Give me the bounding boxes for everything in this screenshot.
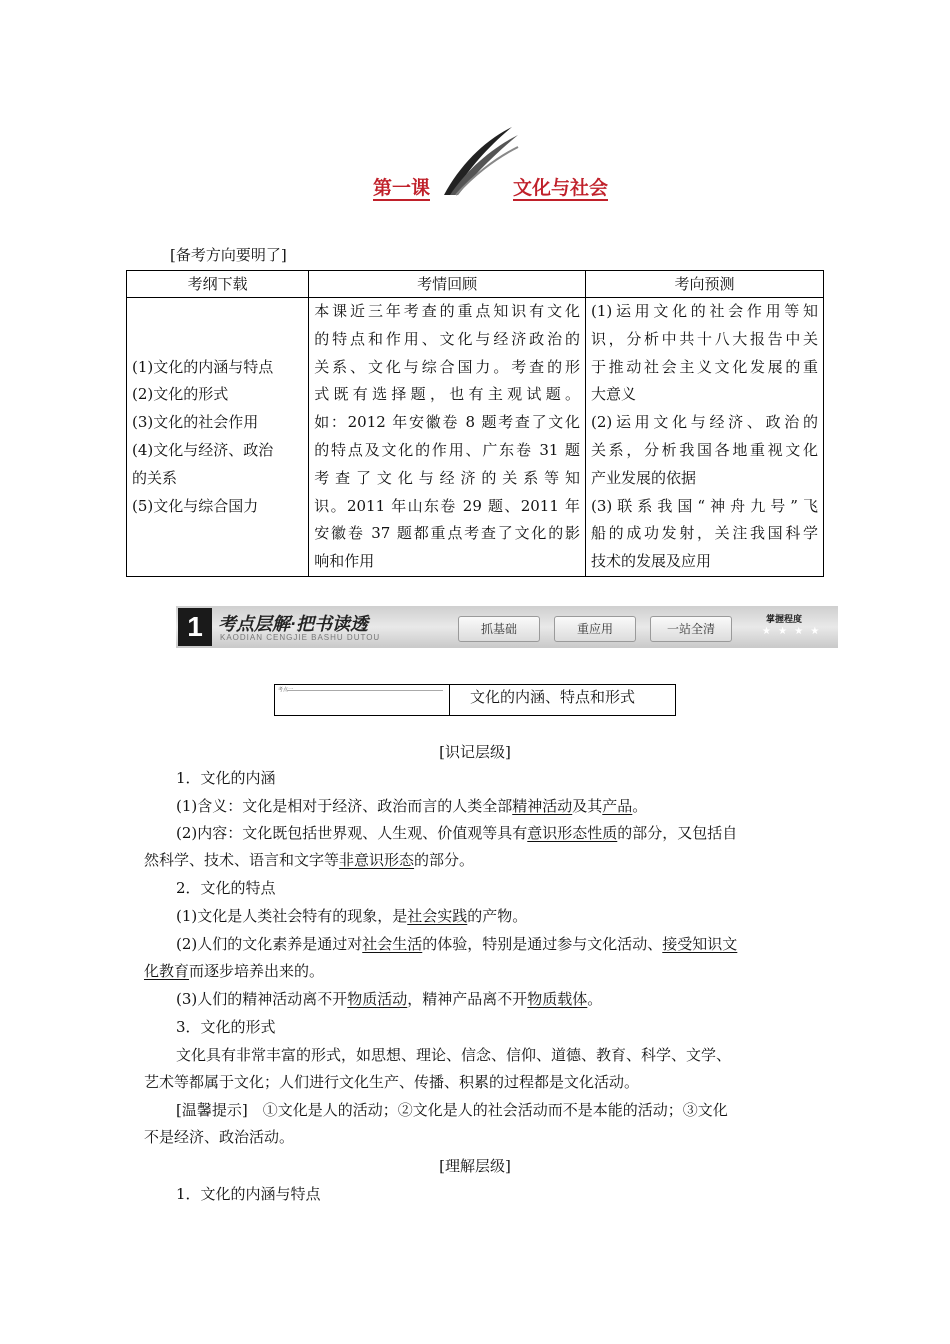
review-line: 式既有选择题，也有主观试题。 [314,385,580,404]
paragraph: (1)含义：文化是相对于经济、政治而言的人类全部精神活动及其产品。 [176,797,648,815]
keypoint-tag: 考点一 [278,687,294,693]
forecast-line: (1)运用文化的社会作用等知 [591,302,818,320]
syllabus-cell [127,298,309,577]
forecast-cell [586,298,824,577]
paragraph: (1)文化是人类社会特有的现象，是社会实践的产物。 [176,907,528,925]
mastery-stars-icon: ★ ★ ★ ★ [762,626,822,637]
application-button[interactable]: 重应用 [554,616,636,642]
forecast-line: 于推动社会主义文化发展的重 [591,357,818,376]
review-line: 的特点及文化的作用、广东卷 31 题 [314,440,580,459]
table-header: 考向预测 [586,271,824,298]
review-line: 如：2012 年安徽卷 8 题考查了文化 [314,413,580,432]
forecast-line: 船的成功发射，关注我国科学 [591,524,818,543]
heading: 2．文化的特点 [176,879,276,897]
forecast-line: 关系，分析我国各地重视文化 [591,440,818,459]
basics-button[interactable]: 抓基础 [458,616,540,642]
review-line: 安徽卷 37 题都重点考查了文化的影 [314,524,580,543]
paragraph: 然科学、技术、语言和文字等非意识形态的部分。 [144,851,475,869]
review-line: 本课近三年考查的重点知识有文化 [314,302,580,320]
section-label: [备考方向要明了] [170,246,287,264]
syllabus-item: (3)文化的社会作用 [132,413,259,432]
keypoint-tag-area [275,685,450,715]
divider [287,690,443,691]
level-heading: [理解层级] [439,1157,511,1175]
lesson-number: 第一课 [373,177,431,199]
forecast-line: 大意义 [591,385,637,404]
mastery-label: 掌握程度 [766,615,803,625]
heading: 1．文化的内涵与特点 [176,1185,321,1203]
forecast-line: 产业发展的依据 [591,468,697,487]
paragraph: (3)人们的精神活动离不开物质活动，精神产品离不开物质载体。 [176,990,603,1008]
lesson-name: 文化与社会 [513,177,609,199]
section-banner [176,606,838,648]
tip-paragraph: [温馨提示] ①文化是人的活动；②文化是人的社会活动而不是本能的活动；③文化 [176,1101,728,1119]
all-clear-button[interactable]: 一站全清 [650,616,732,642]
level-heading: [识记层级] [439,743,511,761]
tip-paragraph: 不是经济、政治活动。 [144,1128,295,1146]
review-line: 考查了文化与经济的关系等知 [314,468,580,487]
paragraph: 艺术等都属于文化；人们进行文化生产、传播、积累的过程都是文化活动。 [144,1073,640,1091]
paragraph: 化教育而逐步培养出来的。 [144,962,325,980]
syllabus-item: 的关系 [132,468,178,487]
forecast-line: (2)运用文化与经济、政治的 [591,413,818,432]
lesson-title [0,125,950,215]
review-line: 的特点和作用、文化与经济政治的 [314,329,580,348]
forecast-line: 识，分析中共十八大报告中关 [591,329,818,348]
banner-number: 1 [178,608,212,646]
swoosh-decoration-icon [440,125,520,197]
forecast-line: 技术的发展及应用 [591,552,712,571]
banner-subtitle: KAODIAN CENGJIE BASHU DUTOU [220,633,381,642]
syllabus-item: (5)文化与综合国力 [132,496,259,515]
heading: 3．文化的形式 [176,1018,276,1036]
review-line: 识。2011 年山东卷 29 题、2011 年 [314,496,580,515]
keypoint-title: 文化的内涵、特点和形式 [470,688,636,706]
paragraph: (2)内容：文化既包括世界观、人生观、价值观等具有意识形态性质的部分，又包括自 [176,824,738,842]
banner-title: 考点层解·把书读透 [218,614,368,634]
keypoint-box [274,684,676,716]
syllabus-item: (1)文化的内涵与特点 [132,357,274,376]
exam-table [126,270,824,577]
syllabus-item: (4)文化与经济、政治 [132,440,274,459]
syllabus-item: (2)文化的形式 [132,385,229,404]
review-cell [309,298,586,577]
paragraph: (2)人们的文化素养是通过对社会生活的体验，特别是通过参与文化活动、接受知识文 [176,935,738,953]
paragraph: 文化具有非常丰富的形式，如思想、理论、信念、信仰、道德、教育、科学、文学、 [176,1046,732,1064]
review-line: 关系、文化与综合国力。考查的形 [314,357,580,376]
table-header: 考情回顾 [309,271,586,298]
forecast-line: (3)联系我国“神舟九号”飞 [591,496,818,515]
review-line: 响和作用 [314,552,375,571]
table-header: 考纲下载 [127,271,309,298]
heading: 1．文化的内涵 [176,769,276,787]
